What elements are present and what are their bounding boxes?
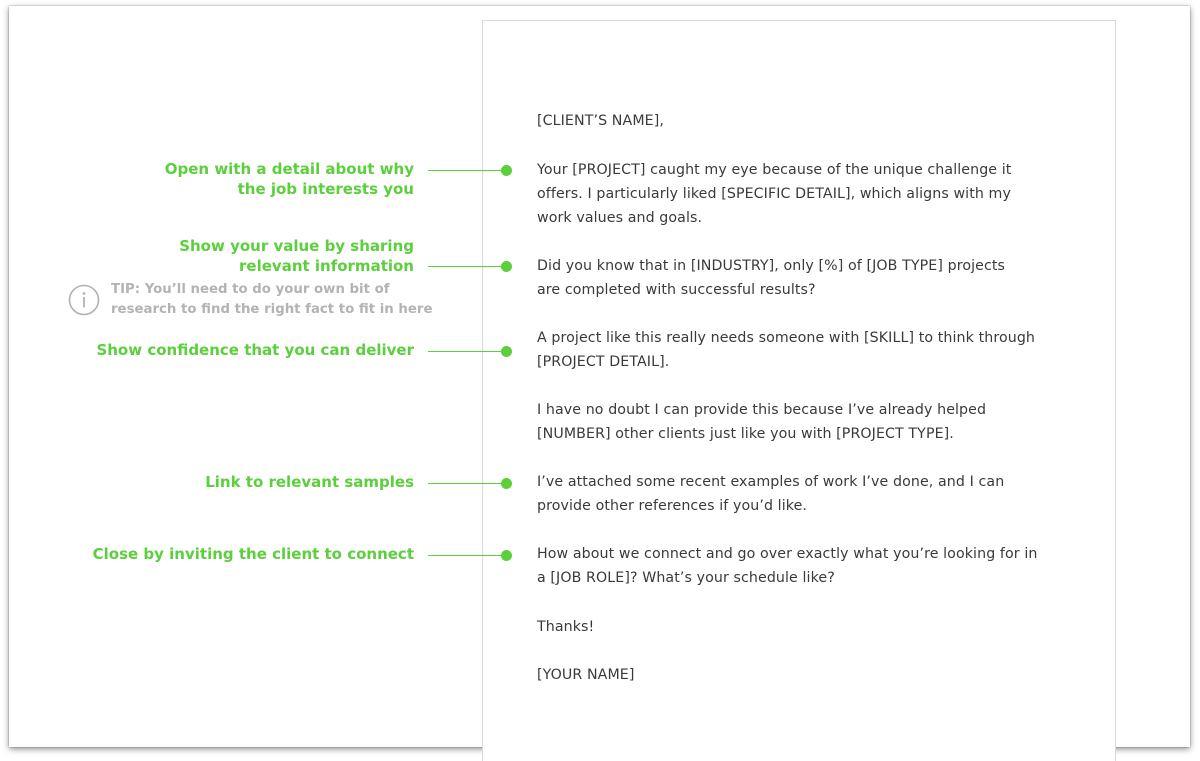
connector-dot-close	[501, 550, 512, 561]
connector-dot-open	[501, 165, 512, 176]
annotation-link-samples: Link to relevant samples	[205, 473, 414, 491]
connector-dot-samples	[501, 478, 512, 489]
annotation-open-detail: Open with a detail about why the job interests you	[164, 160, 414, 198]
letter-salutation: [CLIENT’S NAME],	[537, 113, 664, 129]
info-icon	[68, 284, 100, 316]
letter-closing: Thanks!	[537, 619, 595, 635]
connector-line-samples	[428, 483, 506, 484]
connector-line-confidence	[428, 351, 506, 352]
annotation-show-value: Show your value by sharing relevant information	[179, 237, 414, 275]
letter-paragraph-industry-fact: Did you know that in [INDUSTRY], only [%] of [JOB TYPE] projects are completed with successful results?	[537, 258, 1006, 298]
connector-line-close	[428, 555, 506, 556]
letter-paragraph-connect: How about we connect and go over exactly what you’re looking for in a [JOB ROLE]? What’s your schedule like?	[537, 546, 1038, 586]
letter-paragraph-experience: I have no doubt I can provide this because I’ve already helped [NUMBER] other clients just like you with [PROJECT TYPE].	[537, 402, 987, 442]
letter-signature: [YOUR NAME]	[537, 667, 635, 683]
connector-line-open	[428, 170, 506, 171]
letter-paragraph-skill: A project like this really needs someone with [SKILL] to think through [PROJECT DETAIL].	[537, 330, 1036, 370]
tip-text: TIP: You’ll need to do your own bit of research to find the right fact to fit in here	[111, 282, 433, 317]
annotation-show-confidence: Show confidence that you can deliver	[96, 341, 414, 359]
letter-paragraph-project-interest: Your [PROJECT] caught my eye because of the unique challenge it offers. I particularly liked [SPECIFIC DETAIL], which aligns with my work values and goals.	[537, 162, 1012, 226]
annotation-close-connect: Close by inviting the client to connect	[92, 545, 414, 563]
connector-dot-confidence	[501, 346, 512, 357]
connector-dot-value	[501, 261, 512, 272]
letter-paragraph-samples: I’ve attached some recent examples of work I’ve done, and I can provide other references if you’d like.	[537, 474, 1005, 514]
connector-line-value	[428, 266, 506, 267]
